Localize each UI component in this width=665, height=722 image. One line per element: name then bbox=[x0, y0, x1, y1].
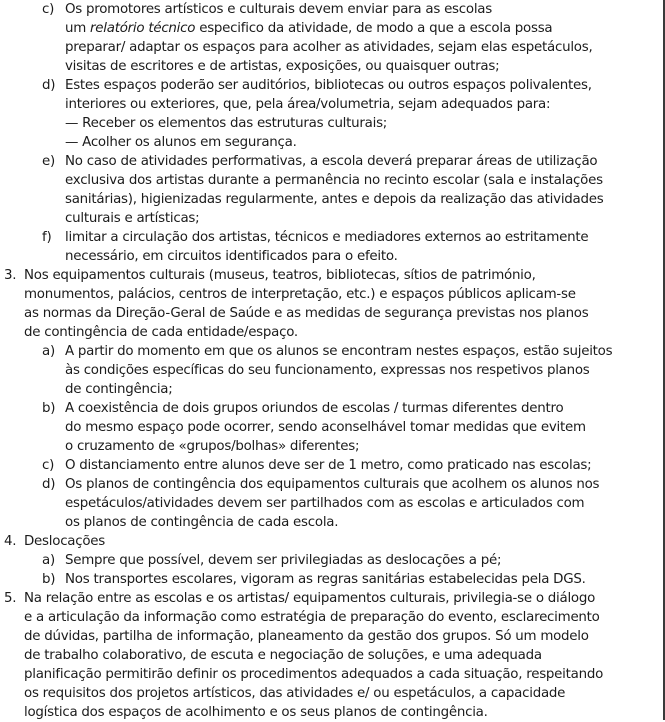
item-3a-label: a) bbox=[42, 344, 55, 359]
item-4-title: Deslocações bbox=[24, 534, 106, 549]
item-c-prefix: um bbox=[65, 21, 87, 36]
item-3a-line: de contingência; bbox=[65, 382, 173, 397]
item-e-line: exclusiva dos artistas durante a permanência no recinto escolar (sala e instalações bbox=[65, 173, 603, 188]
item-5-line: Na relação entre as escolas e os artistas/ equipamentos culturais, privilegia-se o diálogo bbox=[24, 591, 596, 606]
item-5-line: logística dos espaços de acolhimento e os seus planos de contingência. bbox=[24, 705, 488, 720]
item-3c-line: O distanciamento entre alunos deve ser de 1 metro, como praticado nas escolas; bbox=[65, 458, 592, 473]
item-e-line: No caso de atividades performativas, a escola deverá preparar áreas de utilização bbox=[65, 154, 598, 169]
item-4b-line: Nos transportes escolares, vigoram as regras sanitárias estabelecidas pela DGS. bbox=[65, 572, 586, 587]
item-5-line: planificação permitirão definir os procedimentos adequados a cada situação, respeitando bbox=[24, 667, 604, 682]
item-3-line: monumentos, palácios, centros de interpretação, etc.) e espaços públicos aplicam-se bbox=[24, 287, 576, 302]
item-e-line: culturais e artísticas; bbox=[65, 211, 200, 226]
item-c-line: visitas de escritores e de artistas, exposições, ou quaisquer outras; bbox=[65, 59, 500, 74]
item-4b-label: b) bbox=[42, 572, 56, 587]
item-3-line: as normas da Direção-Geral de Saúde e as medidas de segurança previstas nos planos bbox=[24, 306, 589, 321]
item-3a-line: A partir do momento em que os alunos se encontram nestes espaços, estão sujeitos bbox=[65, 344, 613, 359]
item-e-line: sanitárias), higienizadas regularmente, antes e depois da realização das atividades bbox=[65, 192, 604, 207]
item-d-line: Estes espaços poderão ser auditórios, bibliotecas ou outros espaços polivalentes, bbox=[65, 78, 592, 93]
item-3a-line: às condições específicas do seu funcionamento, expressas nos respetivos planos bbox=[65, 363, 590, 378]
item-f-line: limitar a circulação dos artistas, técnicos e mediadores externos ao estritamente bbox=[65, 230, 589, 245]
item-3b-line: A coexistência de dois grupos oriundos de escolas / turmas diferentes dentro bbox=[65, 401, 564, 416]
item-5-line: de trabalho colaborativo, de escuta e negociação de soluções, e uma adequada bbox=[24, 648, 542, 663]
item-5-line: e a articulação da informação como estratégia de preparação do evento, esclarecimento bbox=[24, 610, 600, 625]
item-e-label: e) bbox=[42, 154, 55, 169]
item-5-line: os requisitos dos projetos artísticos, das atividades e/ ou espetáculos, a capacidade bbox=[24, 686, 566, 701]
item-5-label: 5. bbox=[4, 591, 17, 606]
item-c-label: c) bbox=[42, 2, 55, 17]
item-3b-line: o cruzamento de «grupos/bolhas» diferentes; bbox=[65, 439, 360, 454]
item-3b-line: do mesmo espaço pode ocorrer, sendo aconselhável tomar medidas que evitem bbox=[65, 420, 586, 435]
item-d-line: — Receber os elementos das estruturas culturais; bbox=[65, 116, 388, 131]
item-f-line: necessário, em circuitos identificados para o efeito. bbox=[65, 249, 398, 264]
item-3d-line: Os planos de contingência dos equipamentos culturais que acolhem os alunos nos bbox=[65, 477, 600, 492]
item-c-line bbox=[65, 19, 552, 38]
item-f-label: f) bbox=[42, 230, 52, 245]
item-c-rest: especifico da atividade, de modo a que a escola possa bbox=[199, 21, 553, 36]
item-3-line: de contingência de cada entidade/espaço. bbox=[24, 325, 298, 340]
item-c-line: preparar/ adaptar os espaços para acolher as atividades, sejam elas espetáculos, bbox=[65, 40, 593, 55]
item-3-line: Nos equipamentos culturais (museus, teatros, bibliotecas, sítios de património, bbox=[24, 268, 536, 283]
item-3d-label: d) bbox=[42, 477, 56, 492]
item-3c-label: c) bbox=[42, 458, 55, 473]
item-3d-line: os planos de contingência de cada escola. bbox=[65, 515, 339, 530]
item-d-line: — Acolher os alunos em segurança. bbox=[65, 135, 297, 150]
item-3b-label: b) bbox=[42, 401, 56, 416]
item-3-label: 3. bbox=[4, 268, 17, 283]
item-c-emphasis: relatório técnico bbox=[90, 21, 196, 36]
item-c-line: Os promotores artísticos e culturais devem enviar para as escolas bbox=[65, 2, 492, 17]
item-d-line: interiores ou exteriores, que, pela área/volumetria, sejam adequados para: bbox=[65, 97, 551, 112]
item-4a-label: a) bbox=[42, 553, 55, 568]
item-4-label: 4. bbox=[4, 534, 17, 549]
item-3d-line: espetáculos/atividades devem ser partilhados com as escolas e articulados com bbox=[65, 496, 585, 511]
item-5-line: de dúvidas, partilha de informação, planeamento da gestão dos grupos. Só um modelo bbox=[24, 629, 589, 644]
item-4a-line: Sempre que possível, devem ser privilegiadas as deslocações a pé; bbox=[65, 553, 502, 568]
item-d-label: d) bbox=[42, 78, 56, 93]
